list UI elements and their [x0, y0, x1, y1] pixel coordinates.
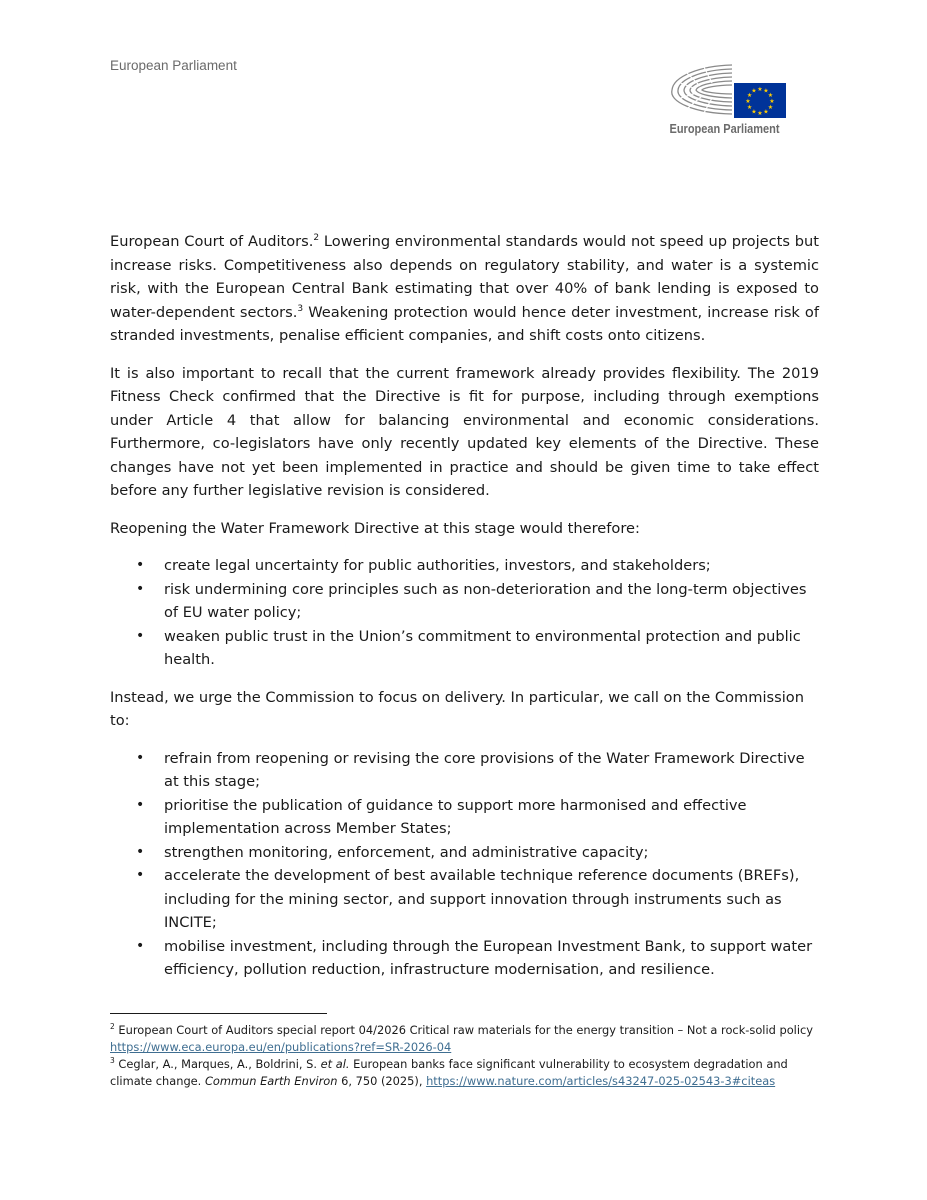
list-item: • create legal uncertainty for public authorities, investors, and stakeholders; [110, 554, 819, 578]
list-item: • refrain from reopening or revising the core provisions of the Water Framework Directive at this stage; [110, 747, 819, 794]
footnote-3-et-al: et al. [320, 1057, 350, 1071]
svg-text:★: ★ [751, 108, 757, 116]
consequences-list [110, 554, 819, 672]
footnote-3-journal: Commun Earth Environ [204, 1074, 338, 1088]
footnote-3-authors: Ceglar, A., Marques, A., Boldrini, S. [114, 1057, 321, 1071]
footnote-3-title: European banks face significant vulnerability to ecosystem degradation and climate change. [110, 1057, 788, 1088]
svg-text:★: ★ [746, 104, 753, 111]
footnote-3-link[interactable]: https://www.nature.com/articles/s43247-025-02543-3#citeas [426, 1074, 776, 1088]
paragraph-1-part-b: Lowering environmental standards would not speed up projects but increase risks. Competitiveness also depends on regulatory stability, and water is a systemic risk, with the European Central Bank estimating that over 40% of bank lending is exposed to water-dependent sectors. [110, 233, 819, 321]
svg-text:★: ★ [746, 92, 753, 99]
footnote-3-volume: 6, 750 (2025), [337, 1074, 427, 1088]
list-item: • prioritise the publication of guidance to support more harmonised and effective implementation across Member States; [110, 794, 819, 841]
list-item: • strengthen monitoring, enforcement, and administrative capacity; [110, 841, 819, 865]
footnote-2 [110, 1022, 819, 1056]
svg-text:★: ★ [757, 86, 763, 93]
paragraph-1-part-c: Weakening protection would hence deter investment, increase risk of stranded investments, penalise efficient companies, and shift costs onto citizens. [110, 303, 819, 344]
paragraph-1-part-a: European Court of Auditors. [110, 233, 314, 250]
svg-text:★: ★ [763, 87, 769, 95]
european-parliament-logo [662, 56, 787, 144]
header-org-name: European Parliament [110, 58, 237, 73]
svg-text:★: ★ [763, 108, 769, 116]
list-item: • weaken public trust in the Union’s commitment to environmental protection and public health. [110, 625, 819, 672]
svg-text:★: ★ [767, 92, 774, 99]
paragraph-3: Reopening the Water Framework Directive at this stage would therefore: [110, 519, 640, 537]
footnote-3 [110, 1056, 819, 1090]
european-parliament-logo-icon [666, 56, 786, 118]
svg-text:★: ★ [757, 110, 763, 117]
letter-body [110, 230, 819, 996]
svg-text:★: ★ [751, 87, 757, 95]
footnote-3-number: 3 [110, 1056, 115, 1066]
paragraph-2: It is also important to recall that the current framework already provides flexibility. The 2019 Fitness Check confirmed that the Directive is fit for purpose, including through exemptions under Article 4 that allow for balancing environmental and economic considerations. Furthermore, co-legislators have only recently updated key elements of the Directive. These changes have not yet been implemented in practice and should be given time to take effect before any further legislative revision is considered. [110, 364, 819, 499]
footnote-ref-2[interactable]: 2 [313, 233, 320, 244]
svg-text:★: ★ [769, 98, 775, 105]
footnotes [110, 1022, 819, 1090]
paragraph-1 [110, 230, 819, 348]
list-item: • mobilise investment, including through the European Investment Bank, to support water efficiency, pollution reduction, infrastructure modernisation, and resilience. [110, 935, 819, 982]
requests-list [110, 747, 819, 982]
footnote-2-text: European Court of Auditors special report 04/2026 Critical raw materials for the energy transition – Not a rock-solid policy [114, 1023, 814, 1037]
logo-text: European Parliament [669, 122, 780, 136]
footnote-2-link[interactable]: https://www.eca.europa.eu/en/publications?ref=SR-2026-04 [110, 1040, 452, 1054]
list-item: • accelerate the development of best available technique reference documents (BREFs), including for the mining sector, and support innovation through instruments such as INCITE; [110, 864, 819, 935]
svg-text:★: ★ [767, 104, 774, 111]
list-item: • risk undermining core principles such as non-deterioration and the long-term objectives of EU water policy; [110, 578, 819, 625]
footnote-separator [110, 1013, 327, 1014]
svg-text:★: ★ [745, 98, 751, 105]
footnote-ref-3[interactable]: 3 [297, 303, 304, 314]
paragraph-4: Instead, we urge the Commission to focus on delivery. In particular, we call on the Commission to: [110, 688, 804, 729]
footnote-2-number: 2 [110, 1022, 115, 1032]
